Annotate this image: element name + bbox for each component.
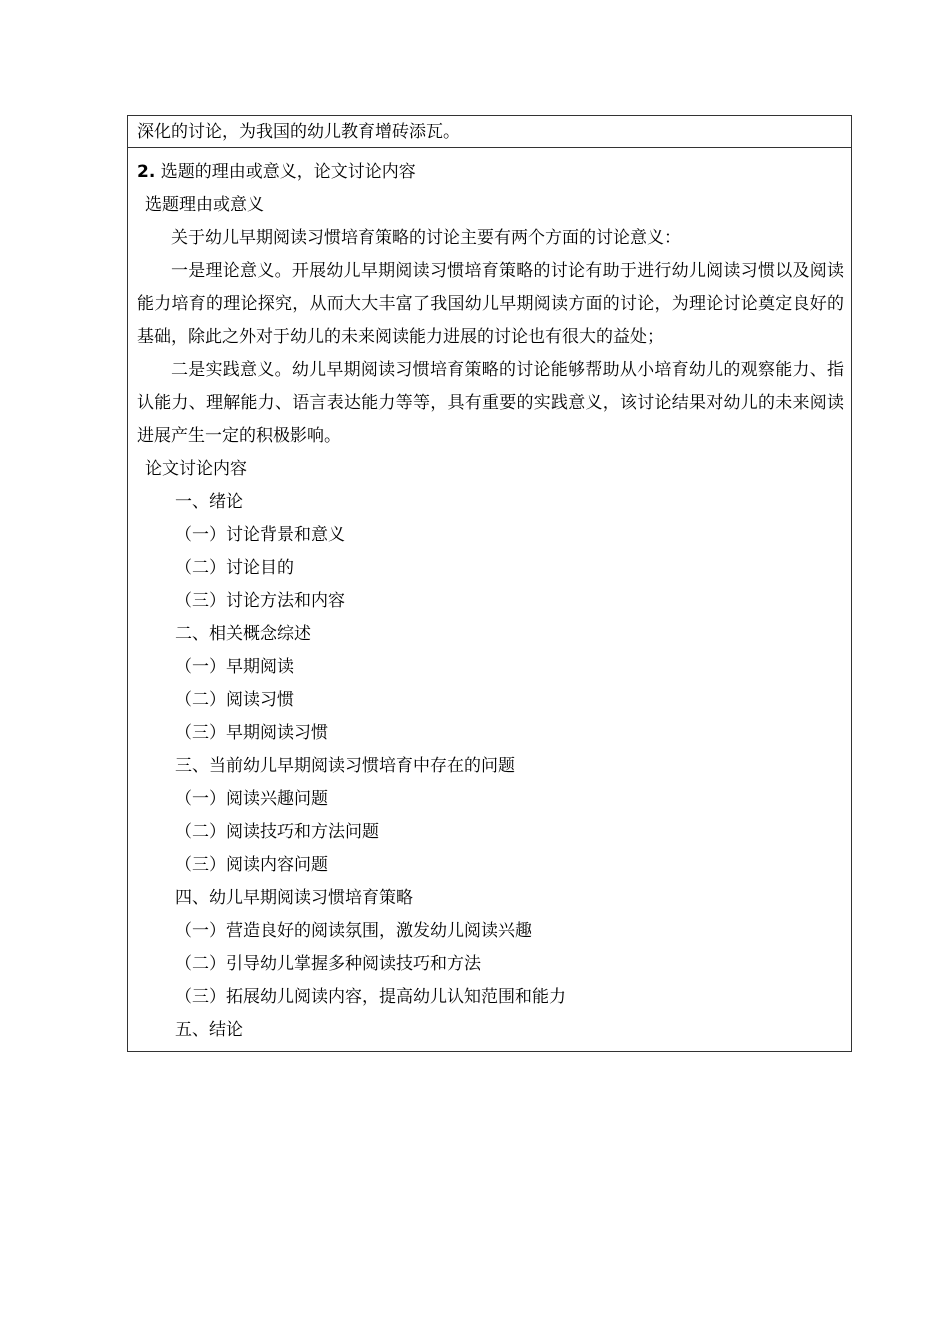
- outline-item: （二）阅读技巧和方法问题: [175, 822, 379, 842]
- outline-item: （二）阅读习惯: [175, 690, 294, 710]
- outline-item: （二）讨论目的: [175, 558, 294, 578]
- outline-item: （三）早期阅读习惯: [175, 723, 328, 743]
- outline-item: （三）讨论方法和内容: [175, 591, 345, 611]
- outline-item: 五、结论: [175, 1020, 243, 1040]
- section-heading-text: 选题的理由或意义，论文讨论内容: [160, 162, 416, 182]
- outline-item: （一）营造良好的阅读氛围，激发幼儿阅读兴趣: [175, 921, 532, 941]
- outline-item: （三）拓展幼儿阅读内容，提高幼儿认知范围和能力: [175, 987, 566, 1007]
- intro-paragraph: 关于幼儿早期阅读习惯培育策略的讨论主要有两个方面的讨论意义：: [171, 228, 681, 248]
- outline-item: （一）阅读兴趣问题: [175, 789, 328, 809]
- theory-paragraph: 一是理论意义。开展幼儿早期阅读习惯培育策略的讨论有助于进行幼儿阅读习惯以及阅读能力培育的理论探究，从而大大丰富了我国幼儿早期阅读方面的讨论，为理论讨论奠定良好的基础，除此之外对于幼儿的未来阅读能力进展的讨论也有很大的益处；: [137, 261, 844, 347]
- proposal-table: [127, 115, 852, 1052]
- outline-item: （二）引导幼儿掌握多种阅读技巧和方法: [175, 954, 481, 974]
- table-row-section-2: [128, 148, 851, 1051]
- practice-paragraph: 二是实践意义。幼儿早期阅读习惯培育策略的讨论能够帮助从小培育幼儿的观察能力、指认能力、理解能力、语言表达能力等等，具有重要的实践意义，该讨论结果对幼儿的未来阅读进展产生一定的积极影响。: [137, 360, 844, 446]
- outline-item: 一、绪论: [175, 492, 243, 512]
- outline-item: 三、当前幼儿早期阅读习惯培育中存在的问题: [175, 756, 515, 776]
- continuation-text: 深化的讨论，为我国的幼儿教育增砖添瓦。: [137, 122, 460, 142]
- outline-item: （一）早期阅读: [175, 657, 294, 677]
- section-number: 2.: [137, 162, 156, 182]
- reason-title: 选题理由或意义: [145, 195, 264, 215]
- table-row-continuation: [128, 116, 851, 148]
- outline-item: 二、相关概念综述: [175, 624, 311, 644]
- content-title: 论文讨论内容: [145, 459, 247, 479]
- outline-item: 四、幼儿早期阅读习惯培育策略: [175, 888, 413, 908]
- outline-item: （三）阅读内容问题: [175, 855, 328, 875]
- section-heading: [137, 156, 843, 189]
- outline-item: （一）讨论背景和意义: [175, 525, 345, 545]
